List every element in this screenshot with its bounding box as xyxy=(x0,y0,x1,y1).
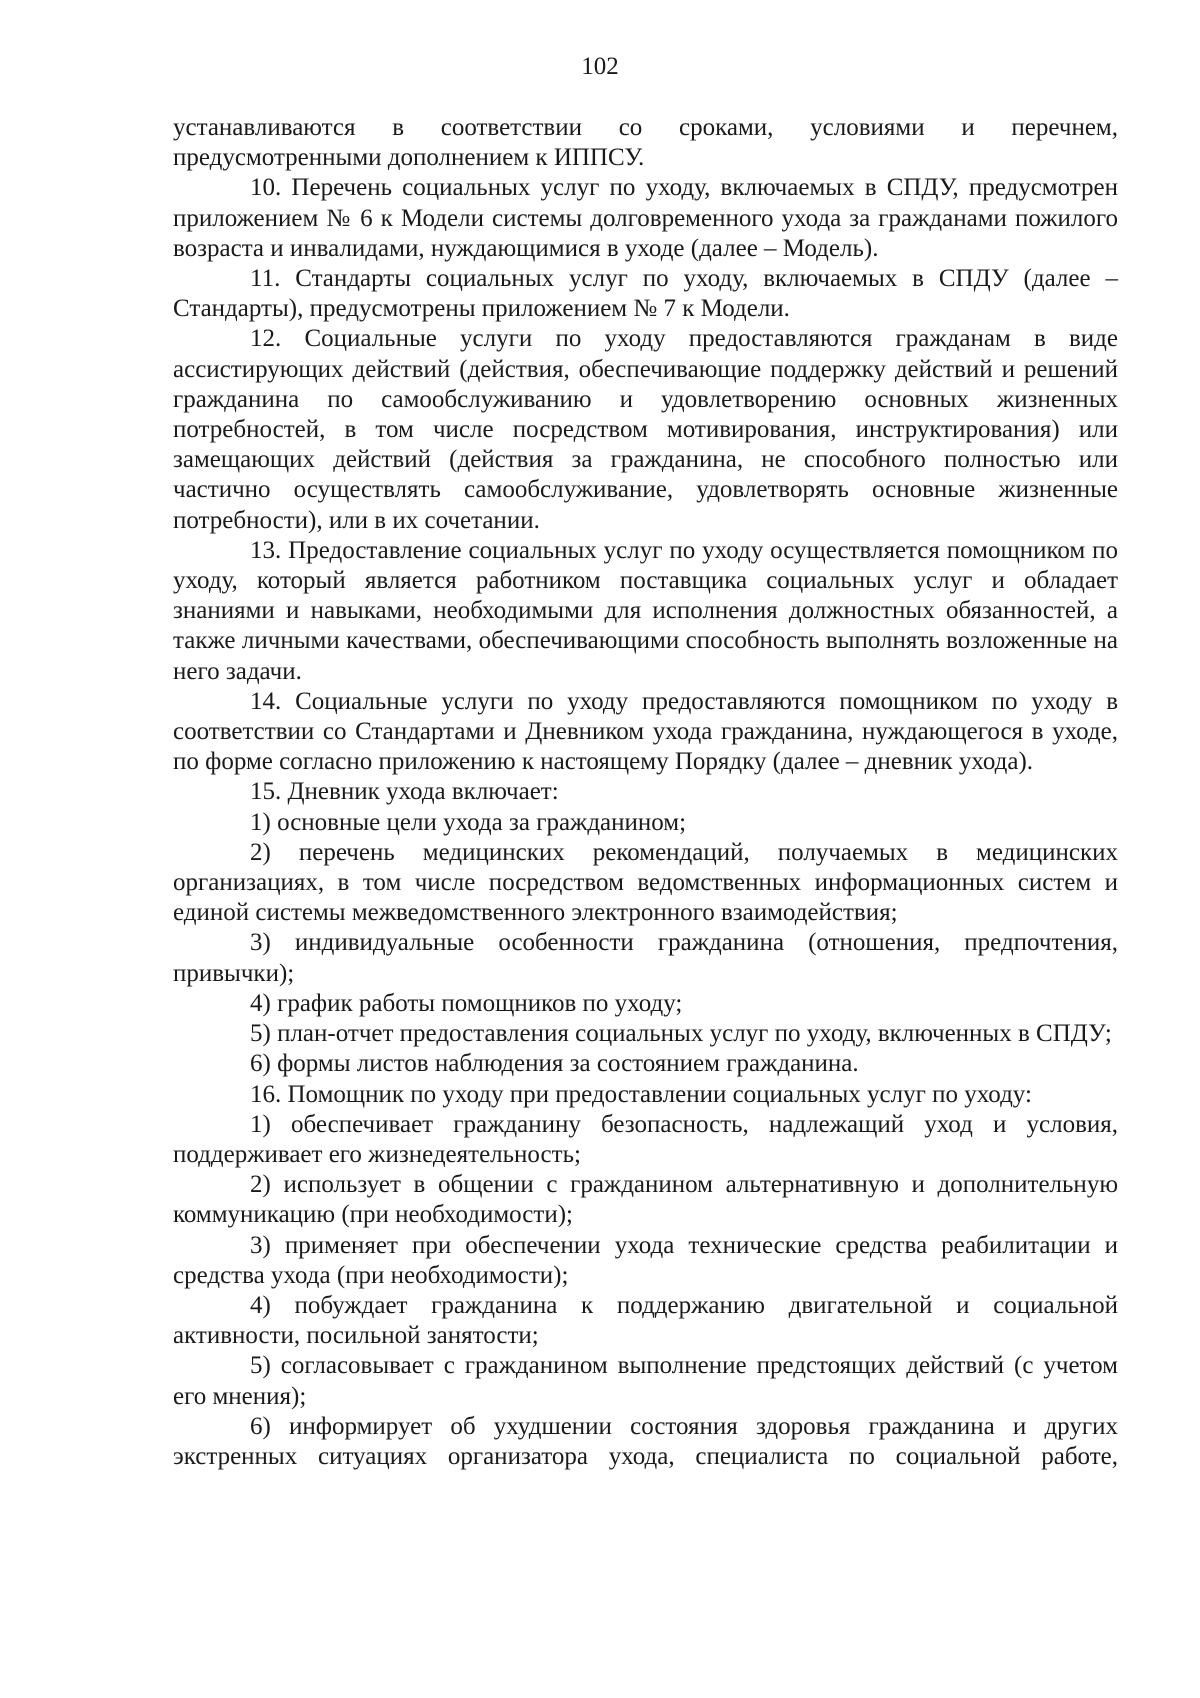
paragraph-11: 11. Стандарты социальных услуг по уходу, включаемых в СПДУ (далее – Стандарты), предусмотрены приложением № 7 к Модели. xyxy=(173,265,1118,323)
list-item-16-1: 1) обеспечивает гражданину безопасность, надлежащий уход и условия, поддерживает его жизнедеятельность; xyxy=(173,1110,1118,1168)
list-item-15-1: 1) основные цели ухода за гражданином; xyxy=(250,808,687,836)
list-item-16-3: 3) применяет при обеспечении ухода технические средства реабилитации и средства ухода (при необходимости); xyxy=(173,1231,1118,1289)
list-item-16-5: 5) согласовывает с гражданином выполнение предстоящих действий (с учетом его мнения); xyxy=(173,1352,1118,1410)
paragraph-12: 12. Социальные услуги по уходу предоставляются гражданам в виде ассистирующих действий (действия, обеспечивающие поддержку действий и решений гражданина по самообслуживанию и удовлетворению основных жизненных потребностей, в том числе посредством мотивирования, инструктирования) или замещающих действий (действия за гражданина, не способного полностью или частично осуществлять самообслуживание, удовлетворять основные жизненные потребности), или в их сочетании. xyxy=(173,325,1118,534)
paragraph-10: 10. Перечень социальных услуг по уходу, включаемых в СПДУ, предусмотрен приложением № 6 к Модели системы долговременного ухода за гражданами пожилого возраста и инвалидами, нуждающимися в уходе (далее – Модель). xyxy=(173,174,1118,262)
list-item-15-4: 4) график работы помощников по уходу; xyxy=(250,989,683,1017)
list-item-16-4: 4) побуждает гражданина к поддержанию двигательной и социальной активности, посильной занятости; xyxy=(173,1291,1118,1350)
list-item-15-3: 3) индивидуальные особенности гражданина (отношения, предпочтения, привычки); xyxy=(173,929,1118,987)
list-item-15-6: 6) формы листов наблюдения за состоянием гражданина. xyxy=(250,1050,859,1078)
paragraph-14: 14. Социальные услуги по уходу предоставляются помощником по уходу в соответствии со Стандартами и Дневником ухода гражданина, нуждающегося в уходе, по форме согласно приложению к настоящему Порядку (далее – дневник ухода). xyxy=(173,687,1118,776)
list-item-16-2: 2) использует в общении с гражданином альтернативную и дополнительную коммуникацию (при необходимости); xyxy=(173,1171,1118,1229)
list-item-15-2: 2) перечень медицинских рекомендаций, получаемых в медицинских организациях, в том числе посредством ведомственных информационных систем и единой системы межведомственного электронного взаимодействия; xyxy=(173,838,1118,927)
paragraph-continuation: устанавливаются в соответствии со сроками, условиями и перечнем, предусмотренными дополнением к ИППСУ. xyxy=(173,114,1118,172)
paragraph-16: 16. Помощник по уходу при предоставлении социальных услуг по уходу: xyxy=(250,1080,1032,1108)
page-number: 102 xyxy=(581,53,619,80)
list-item-15-5: 5) план-отчет предоставления социальных услуг по уходу, включенных в СПДУ; xyxy=(250,1020,1112,1048)
document-body xyxy=(173,113,1118,1472)
paragraph-15: 15. Дневник ухода включает: xyxy=(250,778,559,806)
list-item-16-6: 6) информирует об ухудшении состояния здоровья гражданина и других экстренных ситуациях организатора ухода, специалиста по социальной работе, xyxy=(173,1412,1118,1470)
paragraph-13: 13. Предоставление социальных услуг по уходу осуществляется помощником по уходу, который является работником поставщика социальных услуг и обладает знаниями и навыками, необходимыми для исполнения должностных обязанностей, а также личными качествами, обеспечивающими способность выполнять возложенные на него задачи. xyxy=(173,536,1118,685)
